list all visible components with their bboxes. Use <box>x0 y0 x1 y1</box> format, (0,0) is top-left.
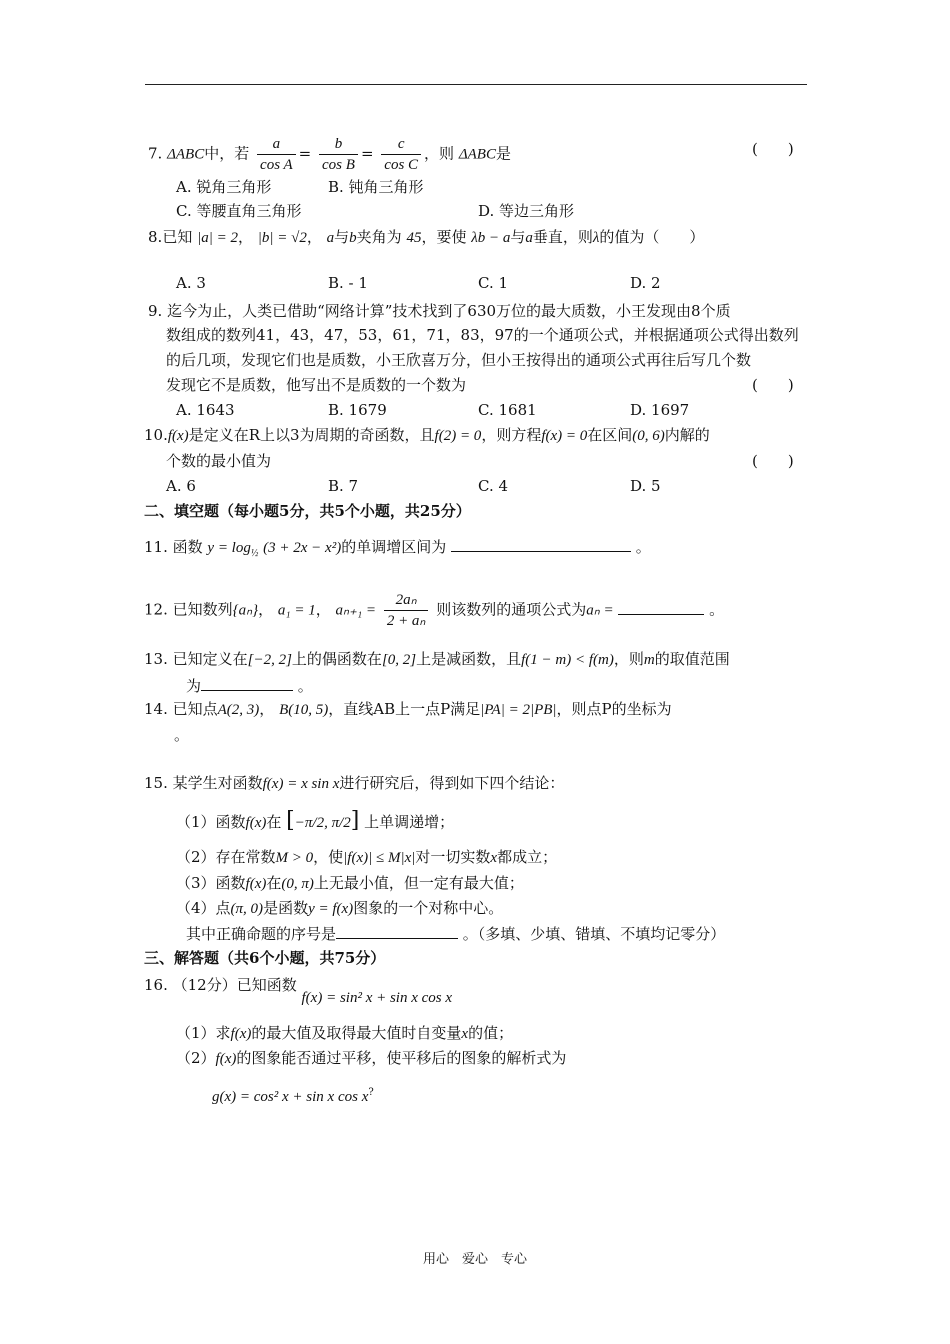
option-9b: B. 1679 <box>328 401 387 419</box>
answer-blank-13[interactable] <box>201 674 293 691</box>
option-7d: D. 等边三角形 <box>478 202 575 220</box>
question-15-conclusion: 其中正确命题的序号是 。（多填、少填、错填、不填均记零分） <box>186 922 725 945</box>
question-16-intro: 16. （12分）已知函数 f(x) = sin² x + sin x cos x <box>144 976 453 1006</box>
answer-paren-7: ( ) <box>752 140 794 158</box>
option-10d: D. 5 <box>630 477 661 495</box>
answer-paren-9: ( ) <box>752 376 794 394</box>
option-10b: B. 7 <box>328 477 359 495</box>
option-7c: C. 等腰直角三角形 <box>176 202 302 220</box>
question-15-item-2: （2）存在常数M > 0，使|f(x)| ≤ M|x|对一切实数x都成立； <box>176 848 558 866</box>
question-13-line-1: 13. 已知定义在[−2, 2]上的偶函数在[0, 2]上是减函数，且f(1 − m) < f(m)，则m的取值范围 <box>144 650 730 668</box>
option-7a: A. 锐角三角形 <box>176 178 272 196</box>
question-9-line-2: 数组成的数列41，43，47，53，61，71，83，97的一个通项公式，并根据通项公式得出数列 <box>166 326 799 344</box>
question-9-line-3: 的后几项，发现它们也是质数，小王欣喜万分，但小王按得出的通项公式再往后写几个数 <box>166 351 752 369</box>
option-8b: B. - 1 <box>328 274 368 292</box>
question-7: 7. ΔABC中，若 $\frac{a}{\text{cos A}}$ = $\frac{b}{\text{cos B}}$ = $\frac{c}{\text{cos C}}$ ，则 ΔABC是 <box>148 136 511 173</box>
question-12: 12. 已知数列{aₙ}， a₁ = 1， aₙ₊₁ = $\frac{\text{2aₙ}}{\text{2 + aₙ}}$ 则该数列的通项公式为aₙ = 。 <box>144 592 725 629</box>
question-15-item-1: （1）函数f(x)在 [−π/2, π/2] 上单调递增； <box>176 808 455 833</box>
option-9a: A. 1643 <box>176 401 235 419</box>
answer-paren-10: ( ) <box>752 452 794 470</box>
answer-blank-15[interactable] <box>336 922 458 939</box>
question-11: 11. 函数 $y = \log_{\frac{1}{2}} (3 + 2x - x^2)$的单调增区间为 。 <box>144 535 651 565</box>
option-10c: C. 4 <box>478 477 509 495</box>
question-15-item-3: （3）函数f(x)在(0, π)上无最小值，但一定有最大值； <box>176 874 524 892</box>
question-15-item-4: （4）点(π, 0)是函数y = f(x)图象的一个对称中心。 <box>176 899 504 917</box>
header-rule <box>145 84 807 85</box>
option-8c: C. 1 <box>478 274 509 292</box>
question-8: 8.已知 |a| = 2， |b| = √2， a与b夹角为 45，要使 λb − a与a垂直，则λ的值为（ ） <box>148 228 705 246</box>
answer-blank-11[interactable] <box>451 535 631 552</box>
question-16-target-expression: g(x) = cos² x + sin x cos x? <box>212 1087 374 1105</box>
option-8d: D. 2 <box>630 274 661 292</box>
section-3-heading: 三、解答题（共6个小题，共75分） <box>144 949 386 967</box>
question-10-line-1: 10.f(x)是定义在R上以3为周期的奇函数，且f(2) = 0，则方程f(x) = 0在区间(0, 6)内解的 <box>144 426 710 444</box>
question-16-part-1: （1）求f(x)的最大值及取得最大值时自变量x的值； <box>176 1024 514 1042</box>
question-9-line-4: 发现它不是质数，他写出不是质数的一个数为 <box>166 376 467 394</box>
question-14-line-1: 14. 已知点A(2, 3)， B(10, 5)，直线AB上一点P满足|PA| = 2|PB|，则点P的坐标为 <box>144 700 672 718</box>
option-9c: C. 1681 <box>478 401 537 419</box>
question-13-line-2: 为 。 <box>186 674 313 697</box>
option-7b: B. 钝角三角形 <box>328 178 424 196</box>
section-2-heading: 二、填空题（每小题5分，共5个小题，共25分） <box>144 502 471 520</box>
question-10-line-2: 个数的最小值为 <box>166 452 272 470</box>
option-8a: A. 3 <box>176 274 206 292</box>
question-15-intro: 15. 某学生对函数f(x) = x sin x进行研究后，得到如下四个结论： <box>144 774 565 792</box>
question-14-line-2: 。 <box>174 726 190 744</box>
question-16-part-2: （2）f(x)的图象能否通过平移，使平移后的图象的解析式为 <box>176 1049 567 1067</box>
question-9-line-1: 9. 迄今为止，人类已借助“网络计算”技术找到了630万位的最大质数，小王发现由8个质 <box>148 302 731 320</box>
page-footer: 用心 爱心 专心 <box>422 1252 527 1267</box>
option-10a: A. 6 <box>166 477 196 495</box>
answer-blank-12[interactable] <box>618 598 704 615</box>
option-9d: D. 1697 <box>630 401 690 419</box>
